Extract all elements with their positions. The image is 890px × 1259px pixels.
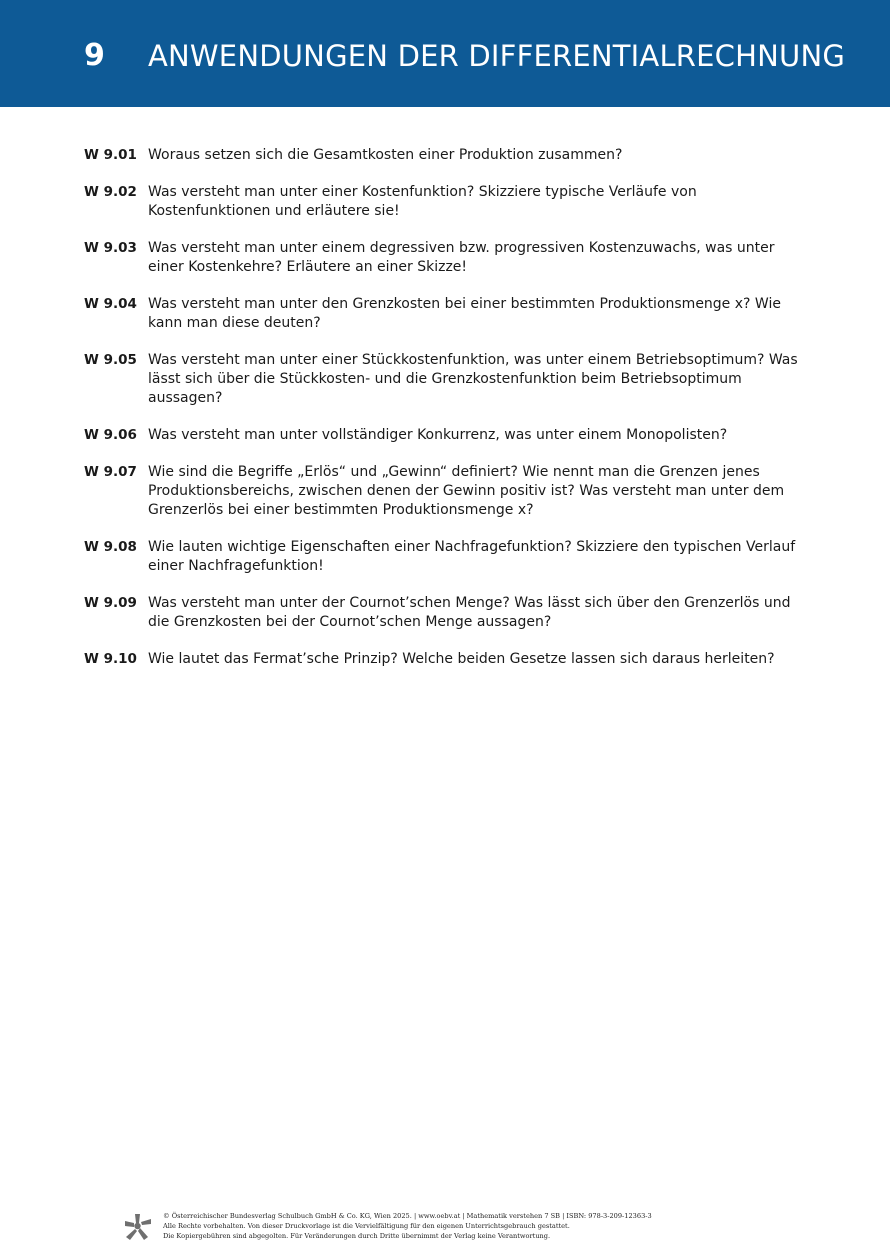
- question-list: [84, 146, 800, 687]
- chapter-title: ANWENDUNGEN DER DIFFERENTIALRECHNUNG: [148, 39, 846, 73]
- copyright-notice: [163, 1211, 652, 1241]
- question-text: Wie lauten wichtige Eigenschaften einer Nachfragefunktion? Skizziere den typischen Verlauf einer Nachfragefunktion!: [148, 539, 796, 574]
- question-item: [84, 650, 800, 669]
- question-id: W 9.01: [84, 147, 137, 163]
- question-text: Wie sind die Begriffe „Erlös“ und „Gewinn“ definiert? Wie nennt man die Grenzen jenes Produktionsbereichs, zwischen denen der Gewinn positiv ist? Was versteht man unter dem Grenzerlös bei einer bestimmten Produktionsmenge x?: [148, 464, 785, 518]
- question-id: W 9.05: [84, 352, 137, 368]
- question-text: Was versteht man unter vollständiger Konkurrenz, was unter einem Monopolisten?: [148, 427, 728, 443]
- question-item: [84, 295, 800, 333]
- question-item: [84, 183, 800, 221]
- question-id: W 9.08: [84, 539, 137, 555]
- question-text: Was versteht man unter einem degressiven bzw. progressiven Kostenzuwachs, was unter einer Kostenkehre? Erläutere an einer Skizze!: [148, 240, 775, 275]
- question-id: W 9.04: [84, 296, 137, 312]
- question-item: [84, 239, 800, 277]
- question-text: Was versteht man unter einer Kostenfunktion? Skizziere typische Verläufe von Kostenfunktionen und erläutere sie!: [148, 184, 697, 219]
- question-item: [84, 146, 800, 165]
- question-id: W 9.09: [84, 595, 137, 611]
- question-id: W 9.02: [84, 184, 137, 200]
- question-text: Was versteht man unter einer Stückkostenfunktion, was unter einem Betriebsoptimum? Was lässt sich über die Stückkosten- und die Grenzkostenfunktion beim Betriebsoptimum aussagen?: [148, 352, 798, 406]
- question-id: W 9.06: [84, 427, 137, 443]
- publisher-logo-icon: [124, 1213, 152, 1241]
- question-id: W 9.10: [84, 651, 137, 667]
- question-text: Was versteht man unter der Cournot’schen Menge? Was lässt sich über den Grenzerlös und die Grenzkosten bei der Cournot’schen Menge aussagen?: [148, 595, 791, 630]
- question-item: [84, 426, 800, 445]
- rights-line: Alle Rechte vorbehalten. Von dieser Druckvorlage ist die Vervielfältigung für den eigenen Unterrichtsgebrauch gestattet.: [163, 1222, 570, 1230]
- question-text: Was versteht man unter den Grenzkosten bei einer bestimmten Produktionsmenge x? Wie kann man diese deuten?: [148, 296, 781, 331]
- question-item: [84, 538, 800, 576]
- question-text: Wie lautet das Fermat’sche Prinzip? Welche beiden Gesetze lassen sich daraus herleiten?: [148, 651, 775, 667]
- fees-line: Die Kopiergebühren sind abgegolten. Für Veränderungen durch Dritte übernimmt der Verlag keine Verantwortung.: [163, 1232, 551, 1240]
- page-footer: [124, 1211, 764, 1243]
- question-id: W 9.03: [84, 240, 137, 256]
- question-id: W 9.07: [84, 464, 137, 480]
- chapter-header-band: [0, 0, 890, 107]
- question-item: [84, 351, 800, 408]
- question-item: [84, 463, 800, 520]
- question-item: [84, 594, 800, 632]
- chapter-number: 9: [84, 38, 105, 73]
- copyright-line: © Österreichischer Bundesverlag Schulbuch GmbH & Co. KG, Wien 2025. | www.oebv.at | Mathematik verstehen 7 SB | ISBN: 978-3-209-12363-3: [163, 1212, 652, 1220]
- question-text: Woraus setzen sich die Gesamtkosten einer Produktion zusammen?: [148, 147, 623, 163]
